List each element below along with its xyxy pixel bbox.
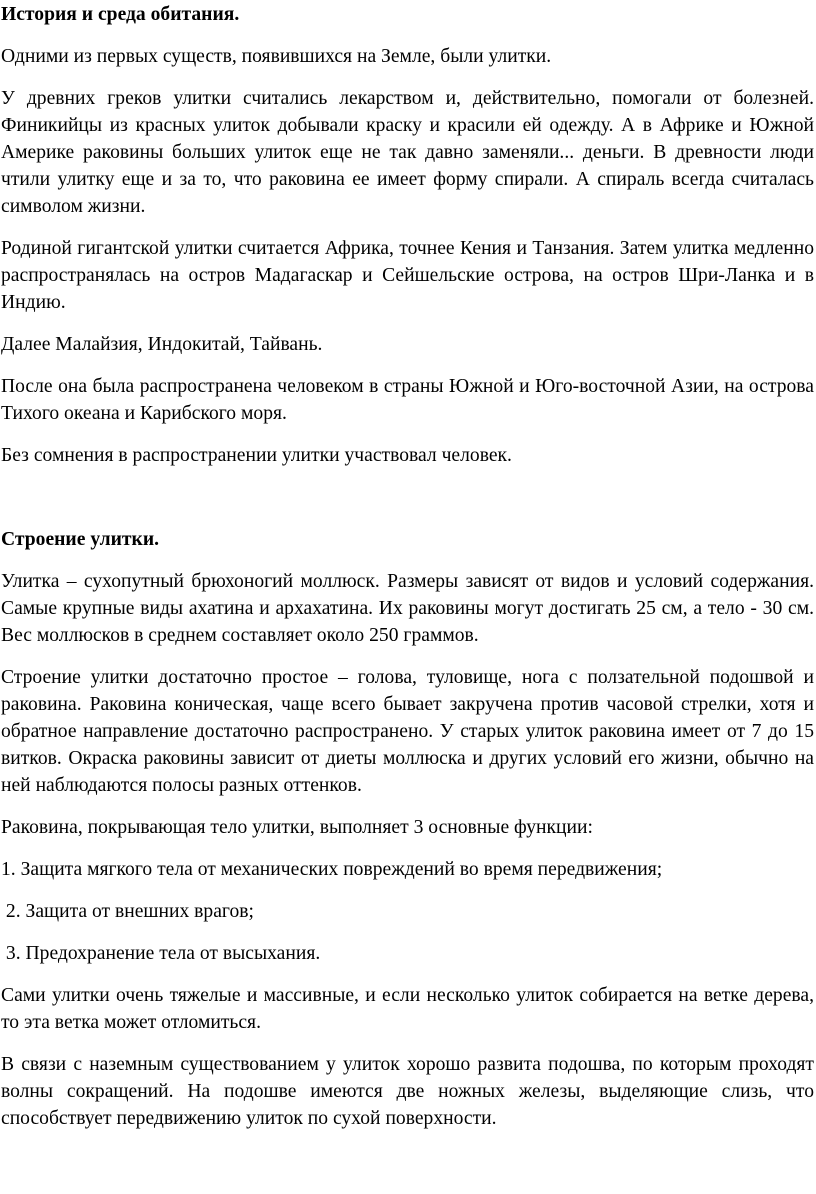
paragraph: Без сомнения в распространении улитки участвовал человек. <box>1 445 512 466</box>
list-item: 1. Защита мягкого тела от механических повреждений во время передвижения; <box>1 859 663 880</box>
paragraph: Сами улитки очень тяжелые и массивные, и если несколько улиток собирается на ветке дерева, то эта ветка может отломиться. <box>1 985 814 1033</box>
list-item: 3. Предохранение тела от высыхания. <box>1 943 321 964</box>
paragraph: У древних греков улитки считались лекарством и, действительно, помогали от болезней. Финикийцы из красных улиток добывали краску и красили ей одежду. А в Африке и Южной Америке раковины больших улиток еще не так давно заменяли... деньги. В древности люди чтили улитку еще и за то, что раковина ее имеет форму спирали. А спираль всегда считалась символом жизни. <box>1 88 814 217</box>
paragraph: Одними из первых существ, появившихся на Земле, были улитки. <box>1 46 552 67</box>
paragraph: Далее Малайзия, Индокитай, Тайвань. <box>1 334 323 355</box>
paragraph: После она была распространена человеком в страны Южной и Юго-восточной Азии, на острова Тихого океана и Карибского моря. <box>1 376 814 424</box>
list-item: 2. Защита от внешних врагов; <box>1 901 254 922</box>
paragraph: Родиной гигантской улитки считается Африка, точнее Кения и Танзания. Затем улитка медленно распространялась на остров Мадагаскар и Сейшельские острова, на остров Шри-Ланка и в Индию. <box>1 238 814 313</box>
section-heading-history: История и среда обитания. <box>1 4 240 25</box>
paragraph: В связи с наземным существованием у улиток хорошо развита подошва, по которым проходят волны сокращений. На подошве имеются две ножных железы, выделяющие слизь, что способствует передвижению улиток по сухой поверхности. <box>1 1054 814 1129</box>
paragraph: Строение улитки достаточно простое – голова, туловище, нога с ползательной подошвой и раковина. Раковина коническая, чаще всего бывает закручена против часовой стрелки, хотя и обратное направление достаточно распространено. У старых улиток раковина имеет от 7 до 15 витков. Окраска раковины зависит от диеты моллюска и других условий его жизни, обычно на ней наблюдаются полосы разных оттенков. <box>1 667 814 796</box>
section-heading-structure: Строение улитки. <box>1 529 160 550</box>
paragraph: Улитка – сухопутный брюхоногий моллюск. Размеры зависят от видов и условий содержания. Самые крупные виды ахатина и архахатина. Их раковины могут достигать 25 см, а тело - 30 см. Вес моллюсков в среднем составляет около 250 граммов. <box>1 571 814 646</box>
paragraph: Раковина, покрывающая тело улитки, выполняет 3 основные функции: <box>1 817 593 838</box>
